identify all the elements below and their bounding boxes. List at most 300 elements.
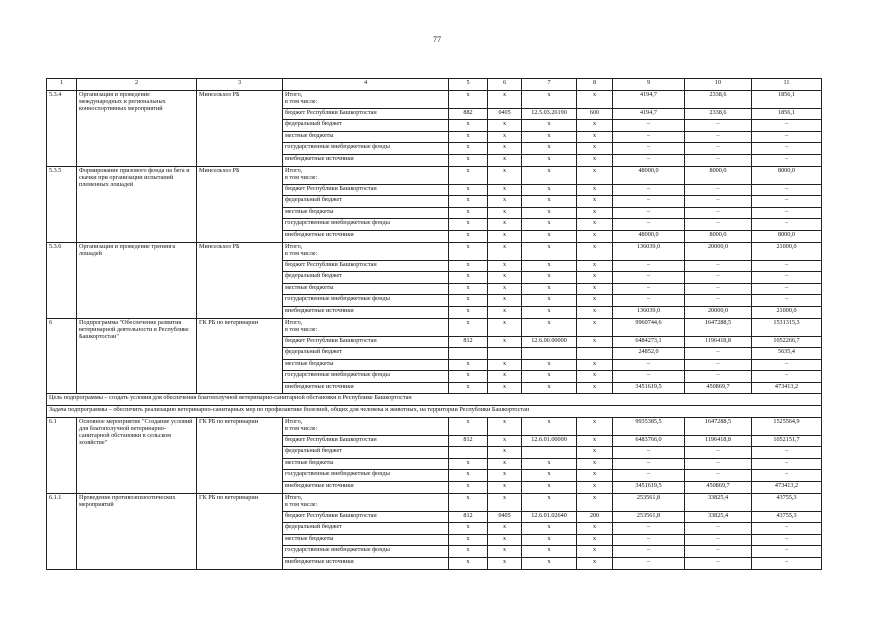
header-cell: 8 [577,79,613,91]
value-cell: – [685,295,752,307]
value-cell: 1196418,8 [685,336,752,348]
value-cell: – [685,523,752,535]
value-cell: x [488,470,522,482]
value-cell: x [577,382,613,394]
header-cell: 1 [47,79,77,91]
value-cell: – [752,359,822,371]
value-cell: x [522,470,577,482]
value-cell: 8000,0 [752,230,822,242]
value-cell: x [449,283,488,295]
value-cell: x [577,470,613,482]
value-cell: 1856,1 [752,108,822,120]
value-cell: x [522,417,577,435]
page-number: 77 [433,35,441,44]
value-cell: – [752,219,822,231]
funding-source: государственные внебюджетные фонды [283,143,449,155]
value-cell: 48000,0 [613,166,685,184]
value-cell: 4194,7 [613,108,685,120]
value-cell: x [449,184,488,196]
value-cell: x [577,166,613,184]
value-cell: x [522,371,577,383]
funding-source: Итого, в том числе: [283,493,449,511]
funding-source: бюджет Республики Башкортостан [283,435,449,447]
value-cell: x [522,196,577,208]
value-cell: – [613,359,685,371]
value-cell: x [577,120,613,132]
value-cell: x [449,534,488,546]
value-cell: x [449,120,488,132]
value-cell: 253561,8 [613,493,685,511]
value-cell: 1052266,7 [752,336,822,348]
value-cell [488,348,522,360]
value-cell: x [577,318,613,336]
value-cell: x [449,207,488,219]
value-cell: x [522,154,577,166]
funding-source: Итого, в том числе: [283,166,449,184]
value-cell: 136039,0 [613,242,685,260]
value-cell: 1856,1 [752,90,822,108]
value-cell: – [752,523,822,535]
value-cell: x [522,143,577,155]
value-cell: 12.6.01.00000 [522,435,577,447]
value-cell: – [685,534,752,546]
value-cell: – [685,219,752,231]
funding-source: Итого, в том числе: [283,417,449,435]
value-cell: – [685,207,752,219]
value-cell: – [752,184,822,196]
funding-source: федеральный бюджет [283,348,449,360]
value-cell: x [522,382,577,394]
funding-source: местные бюджеты [283,131,449,143]
value-cell: – [685,260,752,272]
row-name: Организация и проведение международных и региональных конноспортивных мероприятий [77,90,197,166]
value-cell [577,348,613,360]
value-cell: 8000,0 [685,230,752,242]
value-cell: 9960744,6 [613,318,685,336]
value-cell: 1531315,3 [752,318,822,336]
value-cell: x [449,90,488,108]
funding-source: местные бюджеты [283,534,449,546]
value-cell: – [613,154,685,166]
funding-source: бюджет Республики Башкортостан [283,336,449,348]
value-cell: – [613,447,685,459]
header-cell: 11 [752,79,822,91]
value-cell: x [488,371,522,383]
header-row [47,79,822,91]
row-code: 6.1.1 [47,493,77,569]
value-cell: x [522,523,577,535]
value-cell: x [577,458,613,470]
value-cell: 8000,0 [752,166,822,184]
value-cell: x [488,184,522,196]
value-cell: 136039,0 [613,306,685,318]
row-name: Проведение противоэпизоотических мероприятий [77,493,197,569]
value-cell: – [613,184,685,196]
header-cell: 9 [613,79,685,91]
funding-source: федеральный бюджет [283,523,449,535]
value-cell: 5635,4 [752,348,822,360]
value-cell: – [752,558,822,570]
value-cell: – [613,272,685,284]
value-cell: – [613,534,685,546]
value-cell: x [577,371,613,383]
value-cell: x [488,534,522,546]
value-cell: x [577,482,613,494]
row-name: Формирование призового фонда на бега и скачки при организации испытаний племенных лошадей [77,166,197,242]
value-cell: – [752,196,822,208]
value-cell: x [577,493,613,511]
value-cell: – [685,120,752,132]
value-cell: x [449,272,488,284]
value-cell: – [752,546,822,558]
value-cell: 253561,8 [613,511,685,523]
value-cell: x [449,219,488,231]
value-cell: – [613,196,685,208]
funding-source: Итого, в том числе: [283,318,449,336]
value-cell: 33825,4 [685,493,752,511]
value-cell: x [449,260,488,272]
value-cell: 9935385,5 [613,417,685,435]
value-cell: 473413,2 [752,482,822,494]
value-cell: 1525564,9 [752,417,822,435]
value-cell: x [488,272,522,284]
value-cell: 473413,2 [752,382,822,394]
value-cell: 0405 [488,511,522,523]
value-cell: x [449,230,488,242]
value-cell: – [752,131,822,143]
value-cell: x [449,196,488,208]
value-cell: x [577,219,613,231]
value-cell: x [449,493,488,511]
value-cell: x [449,318,488,336]
value-cell: 48000,0 [613,230,685,242]
value-cell: 600 [577,108,613,120]
value-cell: – [685,196,752,208]
row-code: 5.3.5 [47,166,77,242]
value-cell: x [449,359,488,371]
header-cell: 5 [449,79,488,91]
funding-source: местные бюджеты [283,283,449,295]
value-cell: – [613,546,685,558]
value-cell: x [488,493,522,511]
value-cell: – [752,120,822,132]
value-cell: – [685,359,752,371]
funding-source: внебюджетные источники [283,306,449,318]
value-cell: x [449,371,488,383]
value-cell: 1052151,7 [752,435,822,447]
row-executor: Минсельхоз РБ [197,166,283,242]
header-cell: 7 [522,79,577,91]
value-cell: – [613,458,685,470]
value-cell: x [488,90,522,108]
value-cell: x [488,143,522,155]
value-cell: 812 [449,336,488,348]
value-cell: 882 [449,108,488,120]
table-row [47,242,822,260]
value-cell: – [752,154,822,166]
value-cell: – [752,470,822,482]
value-cell: x [488,260,522,272]
value-cell: x [488,306,522,318]
value-cell: 43755,3 [752,511,822,523]
value-cell: x [577,260,613,272]
value-cell: 3451619,5 [613,482,685,494]
funding-source: бюджет Республики Башкортостан [283,184,449,196]
value-cell: x [522,272,577,284]
value-cell: – [752,283,822,295]
value-cell: x [488,219,522,231]
value-cell: x [488,458,522,470]
value-cell: x [488,242,522,260]
value-cell: x [522,166,577,184]
value-cell: x [449,143,488,155]
value-cell: x [488,447,522,459]
value-cell: x [488,318,522,336]
value-cell: – [752,458,822,470]
value-cell: – [613,143,685,155]
value-cell: x [488,131,522,143]
value-cell: x [522,295,577,307]
value-cell: 1196418,8 [685,435,752,447]
value-cell: x [488,120,522,132]
value-cell: x [577,523,613,535]
value-cell: x [577,558,613,570]
value-cell: x [449,131,488,143]
value-cell: – [613,470,685,482]
value-cell: x [577,417,613,435]
value-cell: 0405 [488,108,522,120]
funding-source: государственные внебюджетные фонды [283,219,449,231]
value-cell: x [488,283,522,295]
span-row [47,406,822,418]
row-code: 6.1 [47,417,77,493]
value-cell: – [685,470,752,482]
header-cell: 10 [685,79,752,91]
row-code: 5.3.4 [47,90,77,166]
table-row [47,90,822,108]
value-cell: x [522,219,577,231]
value-cell: x [449,154,488,166]
row-name: Основное мероприятие "Создание условий для благополучной ветеринарно-санитарной обстановки в сельском хозяйстве" [77,417,197,493]
value-cell: – [613,219,685,231]
row-executor: ГК РБ по ветеринарии [197,318,283,394]
value-cell: x [449,470,488,482]
funding-source: местные бюджеты [283,207,449,219]
value-cell: x [522,120,577,132]
value-cell: x [488,435,522,447]
value-cell: – [685,458,752,470]
funding-source: государственные внебюджетные фонды [283,295,449,307]
value-cell: 12.6.01.02640 [522,511,577,523]
value-cell: x [577,306,613,318]
value-cell: x [522,458,577,470]
value-cell: x [522,306,577,318]
value-cell: 1647288,5 [685,318,752,336]
value-cell: x [488,382,522,394]
task-line: Задача подпрограммы – обеспечить реализацию ветеринарно-санитарных мер по профилактике болезней, общих для человека и животных, на территории Республики Башкортостан [47,406,822,418]
value-cell: x [522,260,577,272]
row-executor: ГК РБ по ветеринарии [197,417,283,493]
value-cell: 812 [449,511,488,523]
value-cell: x [522,207,577,219]
value-cell: – [752,447,822,459]
value-cell: – [613,558,685,570]
value-cell: x [577,295,613,307]
value-cell: x [522,283,577,295]
funding-source: местные бюджеты [283,359,449,371]
header-cell: 3 [197,79,283,91]
value-cell [522,447,577,459]
funding-source: государственные внебюджетные фонды [283,371,449,383]
header-cell: 2 [77,79,197,91]
value-cell: – [752,295,822,307]
value-cell: x [577,90,613,108]
value-cell: 20000,0 [685,306,752,318]
value-cell: x [488,558,522,570]
value-cell: x [577,534,613,546]
value-cell: x [449,523,488,535]
value-cell: x [488,230,522,242]
budget-table [46,78,822,570]
value-cell: x [488,166,522,184]
value-cell: x [488,336,522,348]
value-cell: x [522,534,577,546]
funding-source: Итого, в том числе: [283,242,449,260]
funding-source: федеральный бюджет [283,272,449,284]
value-cell: x [577,230,613,242]
value-cell: x [488,295,522,307]
value-cell: – [613,131,685,143]
row-code: 6 [47,318,77,394]
value-cell: x [449,417,488,435]
value-cell [522,348,577,360]
value-cell: x [522,131,577,143]
value-cell: x [577,546,613,558]
value-cell: x [577,184,613,196]
value-cell: – [685,154,752,166]
value-cell: x [488,207,522,219]
value-cell: x [488,196,522,208]
value-cell: 43755,3 [752,493,822,511]
value-cell: 6484273,1 [613,336,685,348]
funding-source: федеральный бюджет [283,196,449,208]
funding-source: Итого, в том числе: [283,90,449,108]
funding-source: федеральный бюджет [283,120,449,132]
value-cell: x [488,546,522,558]
value-cell: x [449,166,488,184]
value-cell: x [522,482,577,494]
value-cell: x [577,359,613,371]
table-row [47,166,822,184]
value-cell: – [685,558,752,570]
value-cell: x [488,154,522,166]
value-cell: x [449,458,488,470]
value-cell [449,348,488,360]
value-cell: x [577,435,613,447]
value-cell: x [577,283,613,295]
value-cell: 21000,0 [752,306,822,318]
value-cell: x [577,447,613,459]
value-cell: 200 [577,511,613,523]
value-cell: 12.6.00.00000 [522,336,577,348]
value-cell: – [752,272,822,284]
value-cell: x [522,90,577,108]
value-cell [449,447,488,459]
value-cell: 450869,7 [685,482,752,494]
value-cell: 33825,4 [685,511,752,523]
funding-source: внебюджетные источники [283,382,449,394]
value-cell: x [522,359,577,371]
value-cell: – [685,348,752,360]
span-row [47,394,822,406]
value-cell: 24852,0 [613,348,685,360]
value-cell: – [685,131,752,143]
value-cell: 4194,7 [613,90,685,108]
funding-source: бюджет Республики Башкортостан [283,260,449,272]
value-cell: – [752,371,822,383]
value-cell: – [685,272,752,284]
value-cell: 812 [449,435,488,447]
value-cell: x [522,493,577,511]
funding-source: внебюджетные источники [283,482,449,494]
value-cell: 450869,7 [685,382,752,394]
value-cell: – [752,143,822,155]
funding-source: внебюджетные источники [283,558,449,570]
row-executor: Минсельхоз РБ [197,90,283,166]
value-cell: x [522,242,577,260]
value-cell: – [613,523,685,535]
value-cell: x [522,558,577,570]
value-cell: – [613,120,685,132]
value-cell: x [577,336,613,348]
value-cell: x [488,523,522,535]
table-row [47,493,822,511]
header-cell: 4 [283,79,449,91]
value-cell: x [449,546,488,558]
value-cell: x [577,154,613,166]
value-cell: 2338,6 [685,108,752,120]
row-name: Организация и проведение тренинга лошадей [77,242,197,318]
value-cell: – [613,260,685,272]
value-cell: x [577,242,613,260]
value-cell: 20000,0 [685,242,752,260]
value-cell: 8000,0 [685,166,752,184]
table-row [47,318,822,336]
value-cell: x [522,230,577,242]
funding-source: внебюджетные источники [283,230,449,242]
funding-source: федеральный бюджет [283,447,449,459]
value-cell: – [752,207,822,219]
value-cell: 21000,0 [752,242,822,260]
goal-line: Цель подпрограммы – создать условия для обеспечения благополучной ветеринарно-санитарной обстановки в Республике Башкортостан [47,394,822,406]
funding-source: государственные внебюджетные фонды [283,546,449,558]
value-cell: – [613,371,685,383]
value-cell: x [488,359,522,371]
value-cell: 1647288,5 [685,417,752,435]
value-cell: – [685,184,752,196]
value-cell: x [577,207,613,219]
funding-source: внебюджетные источники [283,154,449,166]
row-code: 5.3.6 [47,242,77,318]
value-cell: x [577,131,613,143]
value-cell: x [522,184,577,196]
value-cell: – [685,447,752,459]
funding-source: бюджет Республики Башкортостан [283,511,449,523]
value-cell: – [685,371,752,383]
funding-source: бюджет Республики Башкортостан [283,108,449,120]
value-cell: – [685,283,752,295]
value-cell: x [449,482,488,494]
